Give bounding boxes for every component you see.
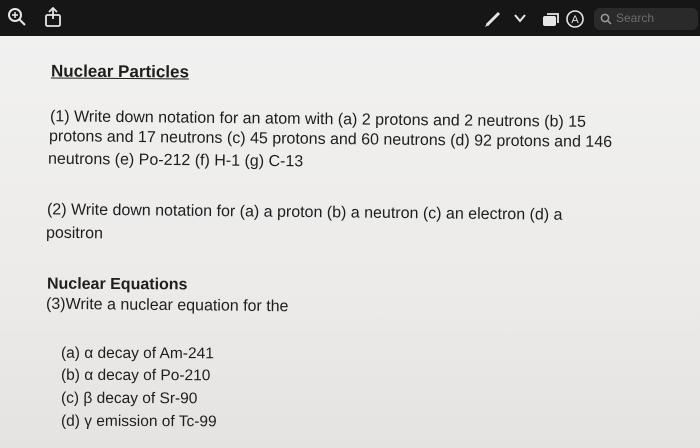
share-icon[interactable] xyxy=(40,4,66,30)
chevron-down-icon[interactable] xyxy=(512,10,528,26)
question-1-line-3: neutrons (e) Po-212 (f) H-1 (g) C-13 xyxy=(47,150,304,171)
toolbar xyxy=(0,0,700,36)
question-2-line-1: (2) Write down notation for (a) a proton (b) a neutron (c) an electron (d) a xyxy=(46,201,563,224)
question-1-line-1: (1) Write down notation for an atom with (a) 2 protons and 2 neutrons (b) 15 xyxy=(49,108,587,131)
search-placeholder: Search xyxy=(616,11,655,25)
question-3-line: (3)Write a nuclear equation for the xyxy=(45,295,289,316)
list-item: (c) β decay of Sr-90 xyxy=(60,389,198,408)
copy-icon[interactable] xyxy=(540,8,562,30)
pen-icon[interactable] xyxy=(482,8,504,30)
section-title: Nuclear Particles xyxy=(50,61,190,82)
document-page xyxy=(0,36,700,448)
question-1-line-2: protons and 17 neutrons (c) 45 protons and 60 neutrons (d) 92 protons and 146 xyxy=(48,128,613,151)
equations-heading: Nuclear Equations xyxy=(46,275,188,294)
search-icon xyxy=(598,11,614,27)
search-field[interactable] xyxy=(594,8,698,30)
zoom-icon[interactable] xyxy=(4,5,30,29)
svg-text:A: A xyxy=(571,14,579,26)
list-item: (a) α decay of Am-241 xyxy=(60,344,214,363)
list-item: (d) γ emission of Tc-99 xyxy=(60,412,217,431)
user-circle-icon[interactable] xyxy=(564,8,586,30)
question-2-line-2: positron xyxy=(45,224,104,243)
list-item: (b) α decay of Po-210 xyxy=(60,366,211,385)
